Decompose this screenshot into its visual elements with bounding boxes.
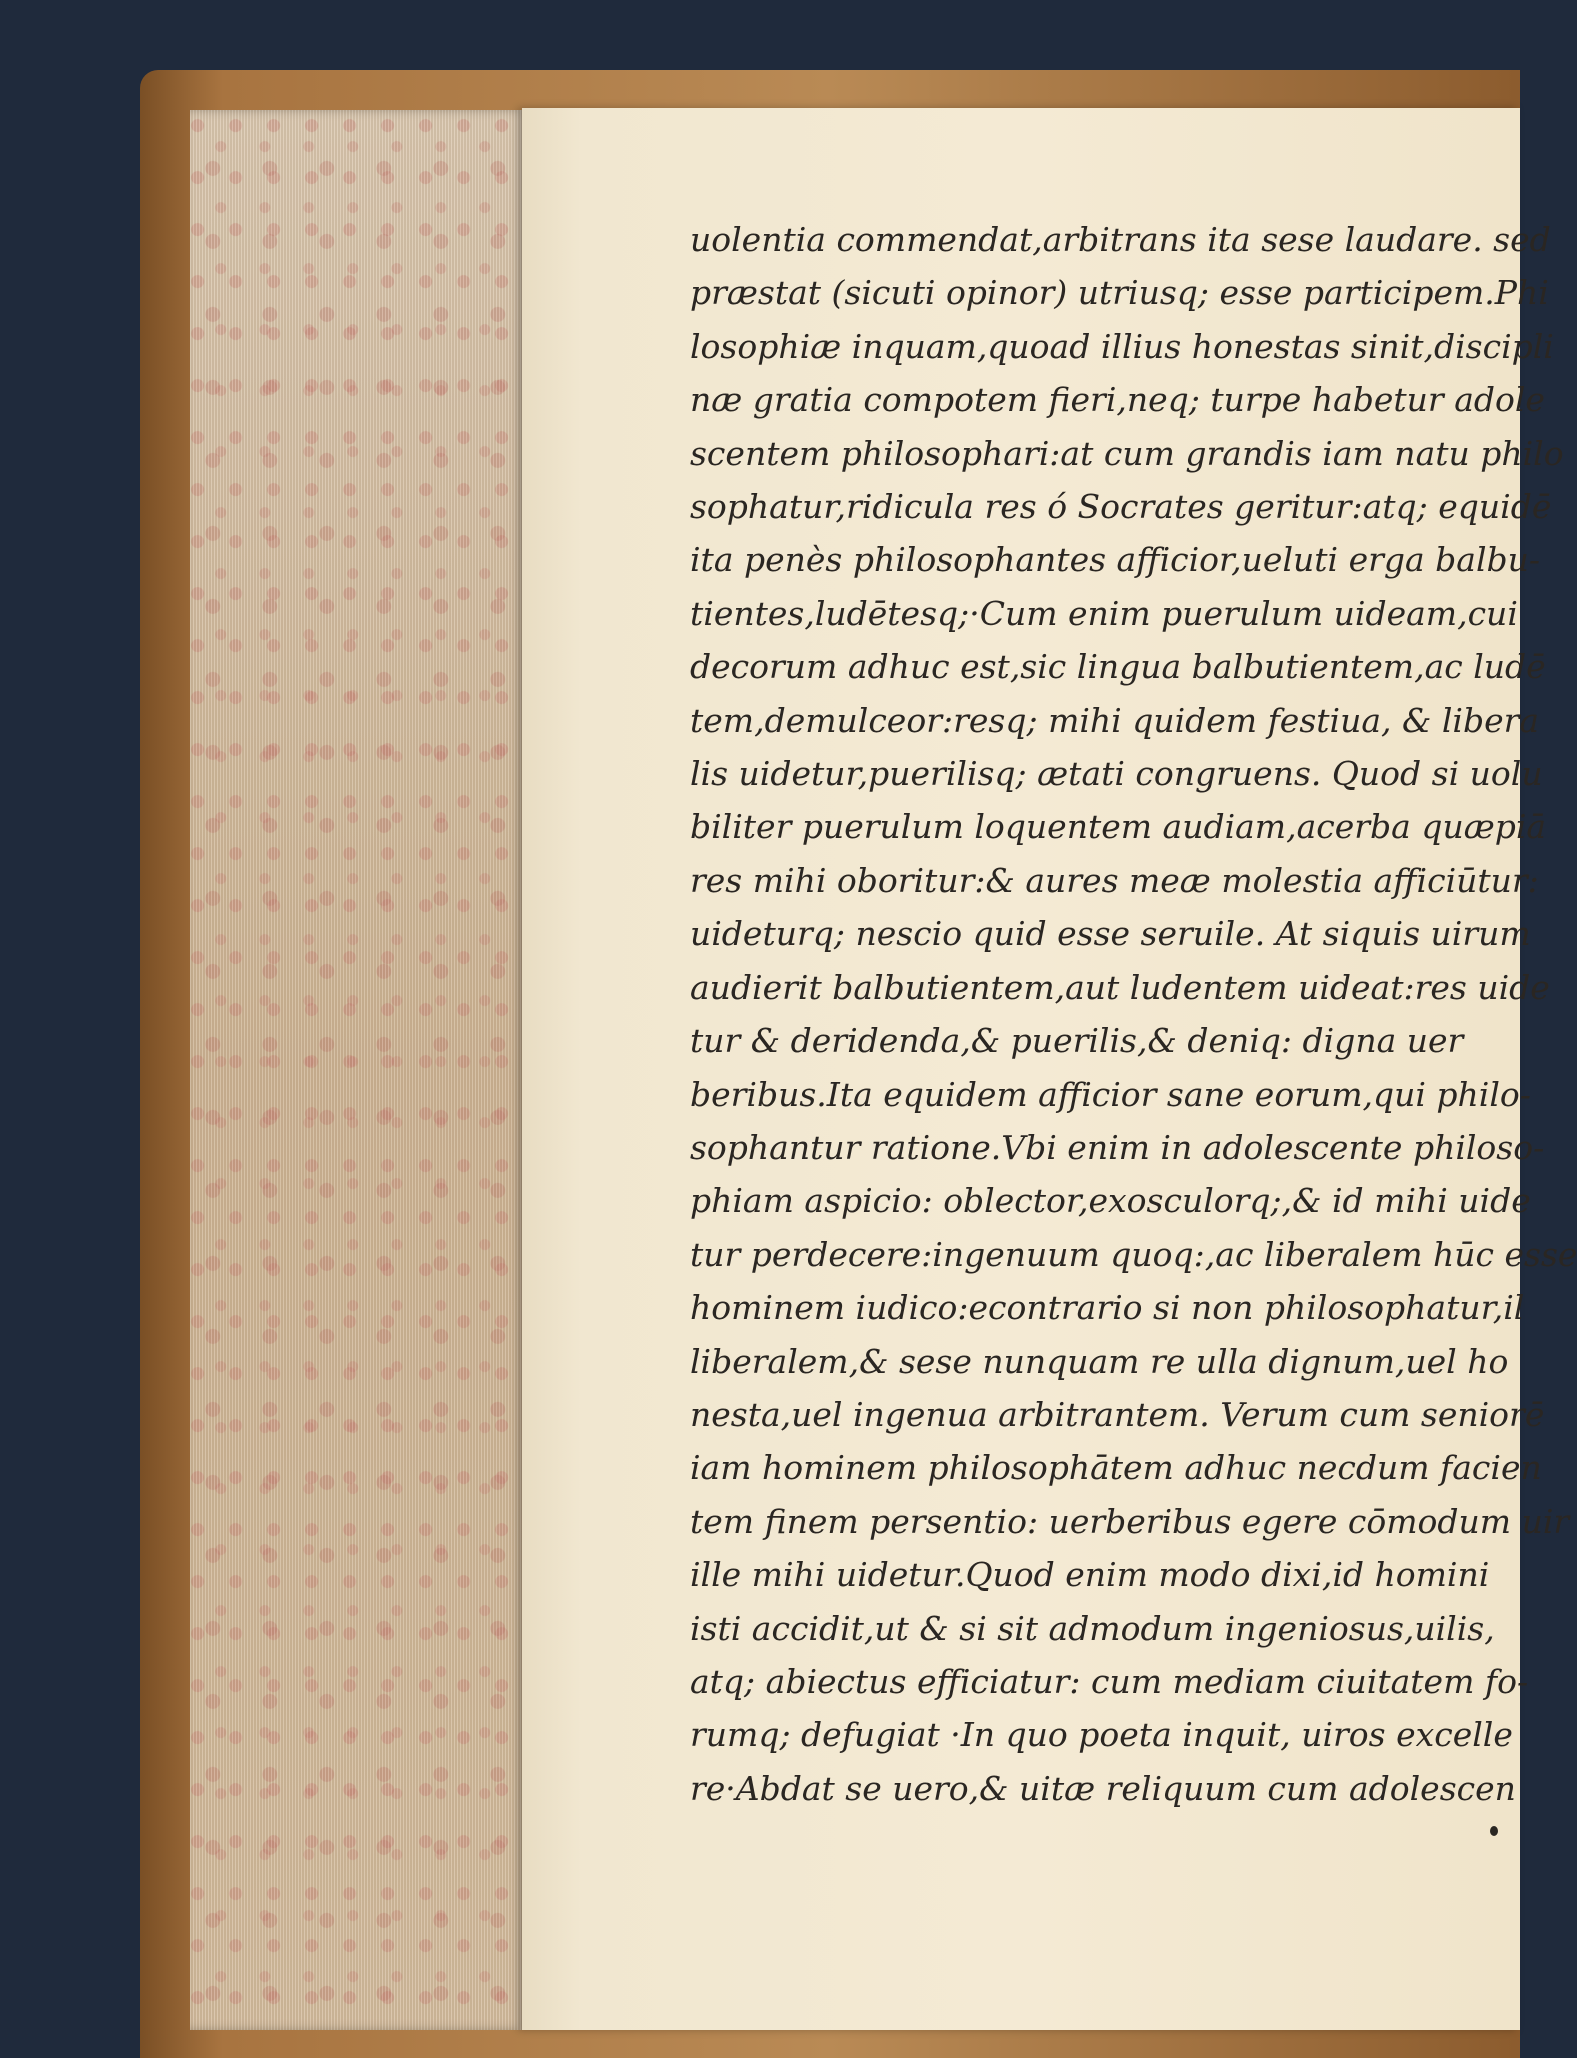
text-line: re·Abdat se uero,& uitæ reliquum cum adolescen bbox=[690, 1768, 1516, 1808]
text-line: uolentia commendat,arbitrans ita sese laudare. sed bbox=[690, 220, 1551, 259]
text-line: rumq; defugiat ·In quo poeta inquit, uiros excelle bbox=[690, 1715, 1513, 1755]
text-line: phiam aspicio: oblector,exosculorq;,& id mihi uide bbox=[690, 1181, 1531, 1221]
text-line: tur perdecere:ingenuum quoq:,ac liberalem hūc esse bbox=[690, 1234, 1577, 1274]
text-line: sophantur ratione.Vbi enim in adolescente philoso- bbox=[690, 1127, 1545, 1167]
text-line: næ gratia compotem fieri,neq; turpe habetur adole bbox=[690, 380, 1545, 420]
text-line: iam hominem philosophātem adhuc necdum facien bbox=[690, 1448, 1542, 1488]
text-line: tur & deridenda,& puerilis,& deniq: digna uer bbox=[690, 1021, 1464, 1061]
text-line: biliter puerulum loquentem audiam,acerba quæpiā bbox=[690, 807, 1547, 847]
text-line: res mihi oboritur:& aures meæ molestia afficiūtur: bbox=[690, 860, 1539, 900]
text-line: ita penès philosophantes afficior,ueluti erga balbu- bbox=[690, 540, 1541, 580]
text-line: ille mihi uidetur.Quod enim modo dixi,id homini bbox=[690, 1555, 1490, 1595]
text-line: tem,demulceor:resq; mihi quidem festiua, & libera bbox=[690, 700, 1540, 740]
text-line: decorum adhuc est,sic lingua balbutientem,ac ludē bbox=[690, 647, 1546, 687]
text-line: scentem philosophari:at cum grandis iam natu philo bbox=[690, 433, 1564, 473]
book-page bbox=[522, 108, 1577, 2030]
text-line: losophiæ inquam,quoad illius honestas sinit,discipli bbox=[690, 326, 1554, 366]
body-text bbox=[690, 213, 1577, 1815]
text-line: liberalem,& sese nunquam re ulla dignum,uel ho bbox=[690, 1341, 1509, 1381]
text-line: audierit balbutientem,aut ludentem uideat:res uide bbox=[690, 967, 1550, 1007]
text-line: præstat (sicuti opinor) utriusq; esse participem.Phi bbox=[690, 273, 1549, 313]
text-line: tientes,ludētesq;·Cum enim puerulum uideam,cui bbox=[690, 593, 1518, 633]
text-line: beribus.Ita equidem afficior sane eorum,qui philo- bbox=[690, 1074, 1531, 1114]
text-line: tem finem persentio: uerberibus egere cōmodum uir bbox=[690, 1501, 1570, 1541]
page-edges bbox=[190, 110, 530, 2030]
text-line: uideturq; nescio quid esse seruile. At siquis uirum bbox=[690, 914, 1531, 954]
text-line: isti accidit,ut & si sit admodum ingeniosus,uilis, bbox=[690, 1608, 1495, 1648]
text-line: hominem iudico:econtrario si non philosophatur,il bbox=[690, 1288, 1525, 1328]
text-line: sophatur,ridicula res ó Socrates geritur:atq; equidē bbox=[690, 487, 1552, 527]
text-line: atq; abiectus efficiatur: cum mediam ciuitatem fo- bbox=[690, 1661, 1529, 1701]
ink-dot bbox=[1490, 1826, 1498, 1836]
text-line: nesta,uel ingenua arbitrantem. Verum cum seniorē bbox=[690, 1394, 1545, 1434]
text-line: lis uidetur,puerilisq; ætati congruens. Quod si uolu bbox=[690, 754, 1543, 794]
